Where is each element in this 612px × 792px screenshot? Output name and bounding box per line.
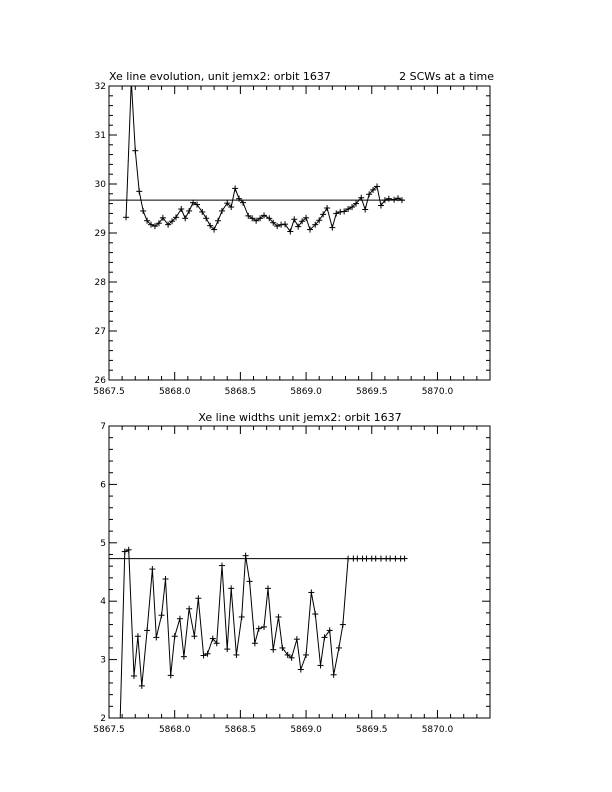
data-point — [364, 556, 370, 562]
plot-frame — [109, 86, 490, 380]
data-point — [265, 585, 271, 591]
data-point — [340, 622, 346, 628]
data-point — [182, 215, 188, 221]
data-point — [256, 626, 262, 632]
data-point — [303, 652, 309, 658]
y-tick-label: 26 — [94, 376, 106, 386]
y-tick-label: 30 — [94, 180, 106, 190]
x-tick-label: 5869.0 — [290, 387, 322, 397]
data-point — [324, 205, 330, 211]
data-point — [275, 614, 281, 620]
data-point — [320, 211, 326, 217]
data-point — [318, 662, 324, 668]
data-point — [224, 646, 230, 652]
data-point — [362, 206, 368, 212]
data-point — [329, 225, 335, 231]
data-point — [186, 606, 192, 612]
x-tick-label: 5870.0 — [421, 725, 454, 735]
data-point — [333, 210, 339, 216]
y-tick-label: 29 — [94, 229, 106, 239]
series-line — [126, 81, 402, 231]
data-point — [402, 556, 408, 562]
y-tick-label: 28 — [94, 278, 106, 288]
data-point — [354, 556, 360, 562]
data-point — [139, 683, 145, 689]
xe-line-widths-panel — [93, 411, 490, 744]
data-point — [181, 654, 187, 660]
data-point — [132, 148, 138, 154]
data-point — [228, 585, 234, 591]
data-point — [186, 208, 192, 214]
y-tick-label: 3 — [100, 655, 106, 666]
data-point — [177, 616, 183, 622]
data-point — [345, 556, 351, 562]
data-point — [149, 566, 155, 572]
data-point — [172, 633, 178, 639]
data-point — [270, 647, 276, 653]
data-point — [144, 627, 150, 633]
data-point — [178, 206, 184, 212]
x-tick-label: 5868.5 — [224, 387, 257, 397]
x-tick-label: 5867.5 — [93, 725, 125, 735]
data-point — [135, 633, 141, 639]
data-point — [243, 553, 249, 559]
data-point — [219, 208, 225, 214]
xe-line-evolution-title: Xe line evolution, unit jemx2: orbit 1637 — [109, 70, 331, 83]
y-tick-label: 27 — [94, 327, 106, 337]
data-point — [291, 216, 297, 222]
data-point — [331, 672, 337, 678]
y-tick-label: 4 — [100, 597, 106, 608]
x-tick-label: 5869.5 — [356, 725, 388, 735]
data-point — [215, 218, 221, 224]
xe-line-widths-title: Xe line widths unit jemx2: orbit 1637 — [198, 411, 402, 424]
xe-line-evolution-plot — [93, 81, 490, 397]
data-point — [168, 672, 174, 678]
data-point — [159, 612, 165, 618]
y-tick-label: 7 — [100, 422, 106, 432]
x-tick-label: 5867.5 — [93, 387, 125, 397]
x-tick-label: 5868.5 — [224, 725, 257, 735]
x-tick-label: 5868.0 — [158, 725, 191, 735]
data-point — [336, 645, 342, 651]
data-point — [239, 614, 245, 620]
data-point — [312, 611, 318, 617]
data-point — [373, 556, 379, 562]
y-tick-label: 2 — [100, 714, 106, 724]
data-point — [378, 556, 384, 562]
x-tick-label: 5869.0 — [290, 725, 322, 735]
data-point — [233, 652, 239, 658]
data-point — [153, 634, 159, 640]
series-line — [120, 550, 405, 745]
xe-line-widths-plot — [93, 422, 490, 744]
data-point — [162, 576, 168, 582]
x-tick-label: 5869.5 — [356, 387, 388, 397]
x-tick-label: 5870.0 — [421, 387, 454, 397]
data-point — [294, 636, 300, 642]
y-tick-label: 32 — [94, 82, 106, 92]
data-point — [195, 595, 201, 601]
data-point — [387, 556, 393, 562]
data-point — [123, 214, 129, 220]
data-point — [308, 589, 314, 595]
data-point — [252, 640, 258, 646]
data-point — [131, 673, 137, 679]
y-tick-label: 31 — [94, 131, 106, 141]
scw-annotation: 2 SCWs at a time — [399, 70, 494, 83]
data-point — [232, 185, 238, 191]
data-point — [391, 197, 397, 203]
data-point — [392, 556, 398, 562]
y-tick-label: 5 — [100, 538, 106, 549]
plot-frame — [109, 426, 490, 718]
data-point — [140, 208, 146, 214]
data-point — [247, 578, 253, 584]
x-tick-label: 5868.0 — [158, 387, 191, 397]
y-tick-label: 6 — [100, 480, 106, 491]
data-point — [282, 221, 288, 227]
data-point — [191, 633, 197, 639]
data-point — [386, 196, 392, 202]
data-point — [203, 215, 209, 221]
data-point — [298, 667, 304, 673]
xe-line-evolution-panel — [93, 70, 494, 397]
data-point — [136, 188, 142, 194]
data-point — [219, 563, 225, 569]
data-point — [261, 624, 267, 630]
